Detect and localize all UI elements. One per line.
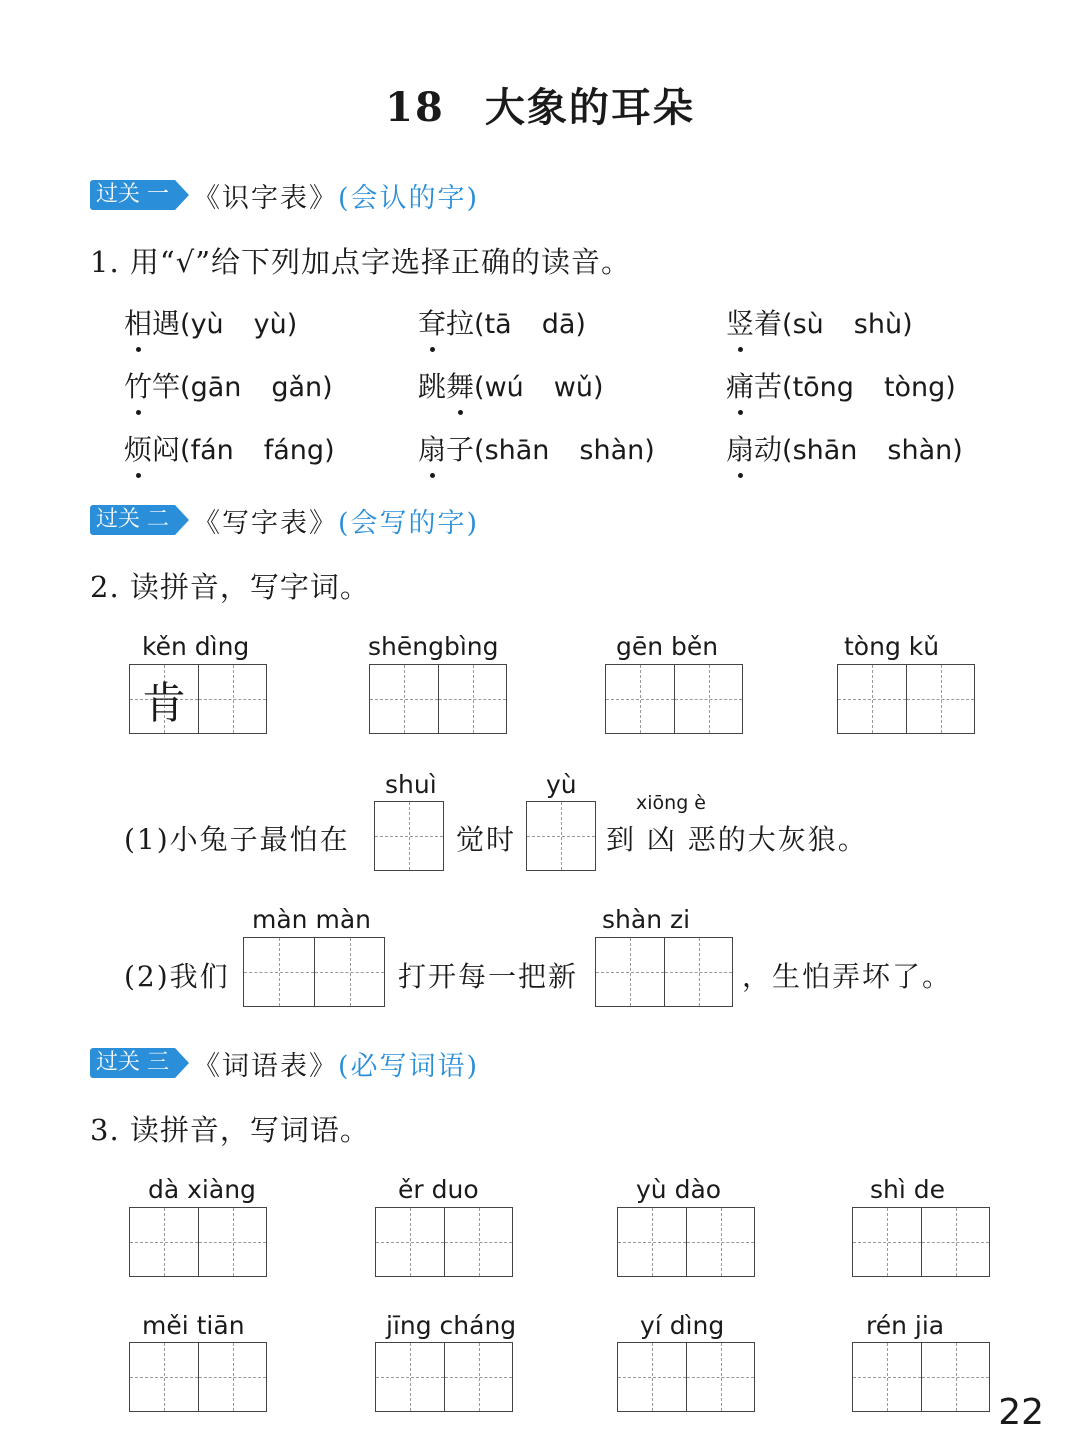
option-b[interactable]: dā — [541, 309, 576, 340]
option-b[interactable]: wǔ — [553, 372, 593, 403]
writing-cell[interactable] — [921, 1343, 989, 1411]
writing-cell[interactable] — [198, 1343, 266, 1411]
writing-cell[interactable] — [921, 1208, 989, 1276]
writing-grid[interactable] — [243, 937, 385, 1007]
option-b[interactable]: tòng — [883, 372, 946, 403]
option-a[interactable]: fán — [190, 435, 234, 466]
pinyin-label: màn màn — [252, 905, 371, 934]
writing-grid[interactable] — [129, 664, 267, 734]
writing-grid[interactable] — [852, 1207, 990, 1277]
option-b[interactable]: shàn — [887, 435, 953, 466]
section-sub: (必写词语) — [338, 1050, 480, 1082]
writing-grid[interactable] — [617, 1342, 755, 1412]
pinyin-label: jīng cháng — [386, 1311, 517, 1340]
choice-item: 烦闷(fán fáng) — [124, 428, 335, 468]
writing-cell[interactable] — [130, 1208, 198, 1276]
writing-grid[interactable] — [595, 937, 733, 1007]
option-b[interactable]: fáng — [263, 435, 325, 466]
writing-cell[interactable] — [370, 665, 438, 733]
pinyin-label: dà xiàng — [148, 1175, 256, 1204]
writing-cell[interactable] — [198, 665, 266, 733]
sentence-1-tail: 到 凶 恶的大灰狼。 — [606, 823, 868, 856]
option-a[interactable]: sù — [792, 309, 824, 340]
option-b[interactable]: shù — [853, 309, 903, 340]
writing-cell[interactable] — [686, 1343, 754, 1411]
option-a[interactable]: tā — [484, 309, 512, 340]
choice-item: 扇动(shān shàn) — [726, 428, 963, 468]
choice-item: 跳舞(wú wǔ) — [418, 365, 604, 405]
option-a[interactable]: yù — [190, 309, 224, 340]
sentence-1-middle: 觉时 — [456, 823, 517, 856]
writing-cell[interactable] — [674, 665, 742, 733]
writing-cell[interactable] — [244, 938, 314, 1006]
option-a[interactable]: wú — [484, 372, 524, 403]
question-1-prompt: 1. 用“√”给下列加点字选择正确的读音。 — [90, 245, 632, 279]
question-2-prompt: 2. 读拼音，写字词。 — [90, 570, 370, 604]
pinyin-label: kěn dìng — [142, 632, 250, 661]
option-b[interactable]: gǎn — [271, 372, 323, 403]
section-badge-1 — [90, 180, 480, 214]
writing-cell[interactable] — [130, 1343, 198, 1411]
writing-grid[interactable] — [605, 664, 743, 734]
pinyin-label: gēn běn — [616, 632, 719, 661]
writing-cell[interactable] — [853, 1208, 921, 1276]
pinyin-label: měi tiān — [142, 1311, 245, 1340]
lesson-number: 18 — [385, 84, 445, 131]
pinyin-label: shì de — [870, 1175, 946, 1204]
section-name: 《词语表》 — [193, 1050, 338, 1082]
option-b[interactable]: shàn — [579, 435, 645, 466]
writing-cell[interactable] — [314, 938, 384, 1006]
option-a[interactable]: gān — [190, 372, 242, 403]
lesson-title: 大象的耳朵 — [484, 84, 695, 131]
writing-cell[interactable] — [444, 1208, 512, 1276]
choice-item: 竖着(sù shù) — [726, 302, 913, 342]
section-tag: 过关 一 — [90, 180, 175, 210]
pinyin-label: yù dào — [636, 1175, 722, 1204]
writing-cell[interactable] — [198, 1208, 266, 1276]
writing-grid[interactable] — [369, 664, 507, 734]
option-a[interactable]: shān — [484, 435, 550, 466]
question-3-prompt: 3. 读拼音，写词语。 — [90, 1113, 370, 1147]
writing-cell[interactable] — [376, 1343, 444, 1411]
choice-item: 相遇(yù yù) — [124, 302, 297, 342]
pinyin-label: shàn zi — [602, 905, 691, 934]
section-tag: 过关 三 — [90, 1048, 175, 1078]
writing-grid[interactable] — [837, 664, 975, 734]
writing-cell[interactable] — [375, 802, 443, 870]
writing-cell[interactable] — [618, 1208, 686, 1276]
writing-cell[interactable] — [527, 802, 595, 870]
writing-cell[interactable] — [838, 665, 906, 733]
sentence-1-label: (1)小兔子最怕在 — [124, 823, 350, 856]
section-badge-3 — [90, 1048, 480, 1082]
writing-grid[interactable] — [375, 1207, 513, 1277]
pinyin-label: xiōng è — [636, 792, 706, 814]
page-number: 22 — [998, 1392, 1044, 1433]
writing-grid[interactable] — [129, 1342, 267, 1412]
pinyin-label: rén jia — [866, 1311, 945, 1340]
writing-cell[interactable] — [376, 1208, 444, 1276]
section-tag: 过关 二 — [90, 505, 175, 535]
pinyin-label: tòng kǔ — [844, 632, 940, 661]
section-name: 《识字表》 — [193, 182, 338, 214]
option-a[interactable]: tōng — [792, 372, 854, 403]
choice-item: 痛苦(tōng tòng) — [726, 365, 956, 405]
page-title — [0, 76, 1080, 133]
writing-grid[interactable] — [852, 1342, 990, 1412]
section-sub: (会写的字) — [338, 507, 480, 539]
writing-cell[interactable] — [853, 1343, 921, 1411]
writing-cell[interactable] — [686, 1208, 754, 1276]
option-b[interactable]: yù — [253, 309, 287, 340]
section-name: 《写字表》 — [193, 507, 338, 539]
writing-cell[interactable] — [438, 665, 506, 733]
writing-cell[interactable] — [606, 665, 674, 733]
pinyin-label: ěr duo — [398, 1175, 479, 1204]
section-badge-2 — [90, 505, 480, 539]
sentence-2-middle: 打开每一把新 — [398, 960, 579, 993]
pinyin-label: yí dìng — [640, 1311, 725, 1340]
section-sub: (会认的字) — [338, 182, 480, 214]
choice-item: 竹竿(gān gǎn) — [124, 365, 333, 405]
choice-item: 扇子(shān shàn) — [418, 428, 655, 468]
writing-cell[interactable] — [444, 1343, 512, 1411]
option-a[interactable]: shān — [792, 435, 858, 466]
writing-grid[interactable] — [375, 1342, 513, 1412]
sentence-2-tail: ，生怕弄坏了。 — [742, 960, 953, 993]
pinyin-label: yù — [546, 770, 577, 799]
writing-grid[interactable] — [526, 801, 596, 871]
writing-cell[interactable] — [906, 665, 974, 733]
choice-item: 耷拉(tā dā) — [418, 302, 586, 342]
writing-cell[interactable] — [664, 938, 732, 1006]
writing-cell[interactable] — [596, 938, 664, 1006]
writing-cell[interactable] — [130, 665, 198, 733]
pinyin-label: shēngbìng — [368, 632, 499, 661]
writing-cell[interactable] — [618, 1343, 686, 1411]
writing-grid[interactable] — [374, 801, 444, 871]
sentence-2-label: (2)我们 — [124, 960, 230, 993]
pinyin-label: shuì — [385, 770, 437, 799]
writing-grid[interactable] — [617, 1207, 755, 1277]
writing-grid[interactable] — [129, 1207, 267, 1277]
filled-character: 肯 — [142, 678, 186, 729]
